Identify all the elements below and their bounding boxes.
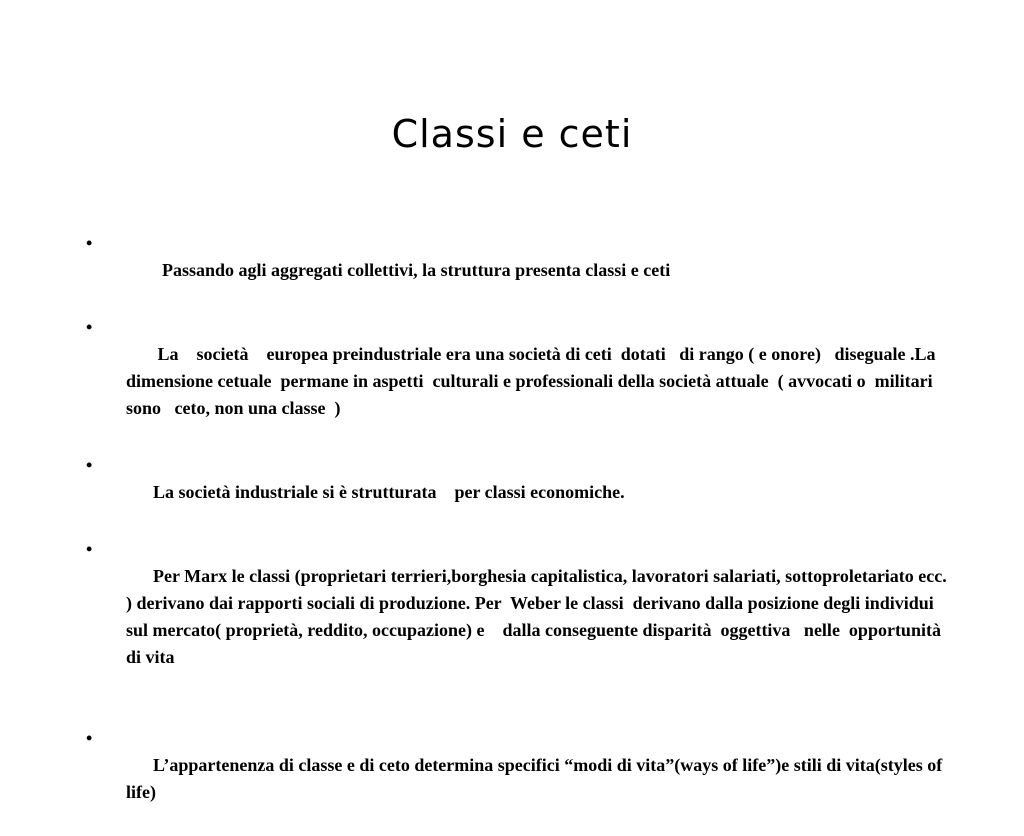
bullet-point-icon: • xyxy=(86,539,93,559)
slide-title: Classi e ceti xyxy=(391,112,633,156)
bullet-text: Per Marx le classi (proprietari terrieri,borghesia capitalistica, lavoratori salariati, sottoproletariato ecc. ) derivano dai rapporti sociali di produzione. Per Weber le classi derivano dalla posizione degli individui sul mercato( proprietà, reddito, occupazione) e dalla conseguente disparità oggettiva nelle opportunità di vita xyxy=(126,566,952,667)
bullet-item xyxy=(86,452,956,533)
bullet-point-icon: • xyxy=(86,233,93,253)
bullet-text: La società industriale si è strutturata per classi economiche. xyxy=(153,482,625,502)
bullet-item xyxy=(86,536,956,698)
bullet-item xyxy=(86,725,956,833)
bullet-text: L’appartenenza di classe e di ceto determina specifici “modi di vita”(ways of life”)e stili di vita(styles of life) xyxy=(126,755,947,802)
bullet-list xyxy=(86,230,956,836)
bullet-text: La società europea preindustriale era una società di ceti dotati di rango ( e onore) diseguale .La dimensione cetuale permane in aspetti culturali e professionali della società attuale ( avvocati o militari sono ceto, non una classe ) xyxy=(126,344,940,418)
bullet-item xyxy=(86,314,956,449)
bullet-point-icon: • xyxy=(86,317,93,337)
bullet-point-icon: • xyxy=(86,728,93,748)
bullet-item xyxy=(86,230,956,311)
bullet-text: Passando agli aggregati collettivi, la struttura presenta classi e ceti xyxy=(153,260,671,280)
bullet-point-icon: • xyxy=(86,455,93,475)
